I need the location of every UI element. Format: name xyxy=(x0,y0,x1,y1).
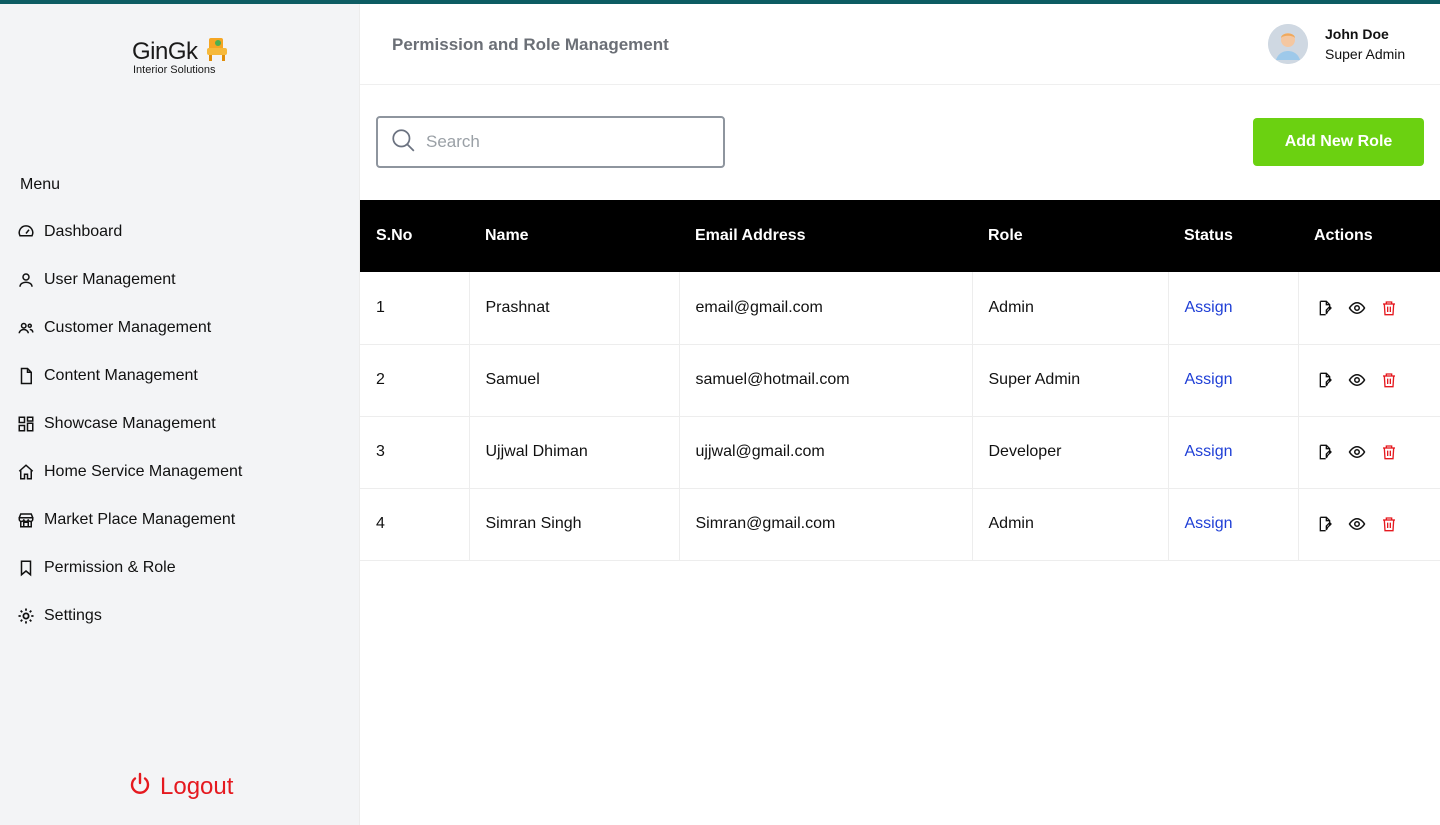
chair-icon xyxy=(206,36,228,62)
table-row xyxy=(360,488,1440,560)
sidebar-item-home-service-management[interactable] xyxy=(16,448,346,496)
document-icon xyxy=(16,366,36,386)
view-icon[interactable] xyxy=(1347,298,1367,318)
brand-logo[interactable] xyxy=(132,36,232,80)
cell-role: Developer xyxy=(972,416,1168,488)
cell-role: Admin xyxy=(972,272,1168,344)
table-row xyxy=(360,416,1440,488)
edit-icon[interactable] xyxy=(1315,514,1335,534)
search-box[interactable] xyxy=(376,116,725,168)
page-header xyxy=(360,4,1440,85)
cell-email: ujjwal@gmail.com xyxy=(679,416,972,488)
cell-role: Admin xyxy=(972,488,1168,560)
cell-name: Ujjwal Dhiman xyxy=(469,416,679,488)
sidebar-item-label: Dashboard xyxy=(44,223,123,240)
assign-link[interactable]: Assign xyxy=(1184,371,1233,388)
delete-icon[interactable] xyxy=(1379,514,1399,534)
cell-status xyxy=(1168,488,1298,560)
sidebar-item-label: Market Place Management xyxy=(44,511,236,528)
brand-tagline: Interior Solutions xyxy=(133,64,216,76)
cell-sno: 3 xyxy=(360,416,469,488)
header-name: Name xyxy=(485,227,529,244)
user-role: Super Admin xyxy=(1325,46,1406,62)
sidebar-item-label: Home Service Management xyxy=(44,463,243,480)
header-sno: S.No xyxy=(376,227,413,244)
power-icon xyxy=(128,772,152,801)
delete-icon[interactable] xyxy=(1379,298,1399,318)
edit-icon[interactable] xyxy=(1315,370,1335,390)
view-icon[interactable] xyxy=(1347,370,1367,390)
cell-email: email@gmail.com xyxy=(679,272,972,344)
delete-icon[interactable] xyxy=(1379,370,1399,390)
sidebar-item-label: Permission & Role xyxy=(44,559,176,576)
bookmark-icon xyxy=(16,558,36,578)
cell-actions xyxy=(1298,272,1440,344)
view-icon[interactable] xyxy=(1347,442,1367,462)
cell-status xyxy=(1168,416,1298,488)
user-icon xyxy=(16,270,36,290)
add-new-role-button[interactable]: Add New Role xyxy=(1253,118,1424,166)
sidebar-item-showcase-management[interactable] xyxy=(16,400,346,448)
sidebar-item-user-management[interactable] xyxy=(16,256,346,304)
roles-table xyxy=(360,200,1440,561)
user-name: John Doe xyxy=(1325,26,1389,42)
sidebar-item-label: User Management xyxy=(44,271,176,288)
sidebar-menu xyxy=(16,208,346,640)
header-role: Role xyxy=(988,227,1023,244)
sidebar xyxy=(0,4,360,825)
cell-email: Simran@gmail.com xyxy=(679,488,972,560)
home-icon xyxy=(16,462,36,482)
header-actions: Actions xyxy=(1314,227,1373,244)
logout-label: Logout xyxy=(160,772,234,800)
sidebar-item-content-management[interactable] xyxy=(16,352,346,400)
grid-icon xyxy=(16,414,36,434)
speedometer-icon xyxy=(16,222,36,242)
assign-link[interactable]: Assign xyxy=(1184,515,1233,532)
view-icon[interactable] xyxy=(1347,514,1367,534)
cell-name: Simran Singh xyxy=(469,488,679,560)
cell-actions xyxy=(1298,344,1440,416)
assign-link[interactable]: Assign xyxy=(1184,443,1233,460)
cell-status xyxy=(1168,344,1298,416)
sidebar-item-permission-role[interactable] xyxy=(16,544,346,592)
assign-link[interactable]: Assign xyxy=(1184,298,1233,316)
cell-name: Prashnat xyxy=(469,272,679,344)
cell-email: samuel@hotmail.com xyxy=(679,344,972,416)
cell-actions xyxy=(1298,416,1440,488)
cell-status xyxy=(1168,272,1298,344)
sidebar-item-market-place-management[interactable] xyxy=(16,496,346,544)
brand-name: GinGk xyxy=(132,38,198,65)
cell-actions xyxy=(1298,488,1440,560)
sidebar-item-label: Content Management xyxy=(44,367,198,384)
sidebar-item-label: Settings xyxy=(44,607,102,624)
search-icon xyxy=(390,127,416,158)
avatar[interactable] xyxy=(1268,24,1308,64)
page-title: Permission and Role Management xyxy=(392,35,669,54)
header-status: Status xyxy=(1184,227,1233,244)
menu-title: Menu xyxy=(20,176,61,193)
cell-name: Samuel xyxy=(469,344,679,416)
table-header-row xyxy=(360,200,1440,272)
edit-icon[interactable] xyxy=(1315,442,1335,462)
cell-sno: 2 xyxy=(360,344,469,416)
logout-button[interactable] xyxy=(128,772,233,801)
cell-sno: 4 xyxy=(360,488,469,560)
delete-icon[interactable] xyxy=(1379,442,1399,462)
header-email: Email Address xyxy=(695,227,806,244)
sidebar-item-settings[interactable] xyxy=(16,592,346,640)
sidebar-item-dashboard[interactable] xyxy=(16,208,346,256)
cell-sno: 1 xyxy=(360,272,469,344)
store-icon xyxy=(16,510,36,530)
gear-icon xyxy=(16,606,36,626)
users-icon xyxy=(16,318,36,338)
table-row xyxy=(360,344,1440,416)
edit-icon[interactable] xyxy=(1315,298,1335,318)
table-row xyxy=(360,272,1440,344)
search-input[interactable] xyxy=(426,132,706,152)
sidebar-item-label: Customer Management xyxy=(44,319,212,336)
sidebar-item-label: Showcase Management xyxy=(44,415,216,432)
sidebar-item-customer-management[interactable] xyxy=(16,304,346,352)
cell-role: Super Admin xyxy=(972,344,1168,416)
